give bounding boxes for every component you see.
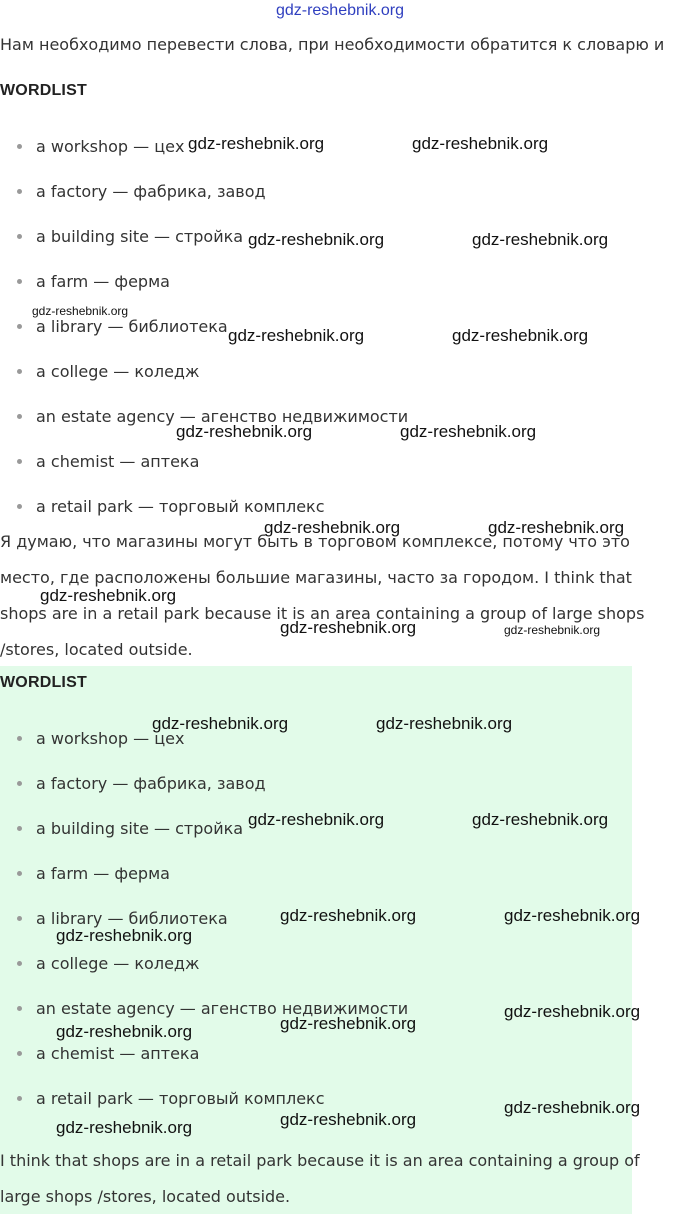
- watermark: gdz-reshebnik.org: [400, 422, 537, 441]
- watermark: gdz-reshebnik.org: [56, 926, 193, 945]
- list-item: a college — коледж: [0, 941, 408, 986]
- watermark: gdz-reshebnik.org: [504, 1098, 641, 1117]
- list-item: a building site — стройка: [0, 214, 408, 259]
- watermark: gdz-reshebnik.org: [280, 1110, 417, 1129]
- list-item: a chemist — аптека: [0, 1031, 408, 1076]
- watermark: gdz-reshebnik.org: [56, 1118, 193, 1137]
- wordlist-heading: WORDLIST: [0, 82, 87, 99]
- list-item: a chemist — аптека: [0, 439, 408, 484]
- list-item: a factory — фабрика, завод: [0, 169, 408, 214]
- list-item: a college — коледж: [0, 349, 408, 394]
- list-item: a workshop — цех: [0, 716, 408, 761]
- watermark: gdz-reshebnik.org: [376, 714, 513, 733]
- watermark: gdz-reshebnik.org: [228, 326, 365, 345]
- watermark: gdz-reshebnik.org: [412, 134, 549, 153]
- watermark: gdz-reshebnik.org: [280, 618, 417, 637]
- watermark: gdz-reshebnik.org: [472, 810, 609, 829]
- watermark: gdz-reshebnik.org: [504, 623, 601, 637]
- list-item: a workshop — цех: [0, 124, 408, 169]
- watermark: gdz-reshebnik.org: [472, 230, 609, 249]
- list-item: a retail park — торговый комплекс: [0, 484, 408, 529]
- list-item: a library — библиотека: [0, 896, 408, 941]
- watermark: gdz-reshebnik.org: [488, 518, 625, 537]
- watermark: gdz-reshebnik.org: [40, 586, 177, 605]
- intro-text: Нам необходимо перевести слова, при необходимости обратится к словарю и: [0, 35, 665, 54]
- list-item: a farm — ферма: [0, 259, 408, 304]
- list-item: a farm — ферма: [0, 851, 408, 896]
- watermark: gdz-reshebnik.org: [176, 422, 313, 441]
- list-item: an estate agency — агенство недвижимости: [0, 986, 408, 1031]
- watermark: gdz-reshebnik.org: [56, 1022, 193, 1041]
- watermark: gdz-reshebnik.org: [188, 134, 325, 153]
- list-item: a retail park — торговый комплекс: [0, 1076, 408, 1121]
- list-item: a building site — стройка: [0, 806, 408, 851]
- list-item: a library — библиотека: [0, 304, 408, 349]
- watermark: gdz-reshebnik.org: [280, 906, 417, 925]
- watermark: gdz-reshebnik.org: [248, 810, 385, 829]
- watermark: gdz-reshebnik.org: [504, 906, 641, 925]
- watermark: gdz-reshebnik.org: [32, 304, 129, 318]
- watermark: gdz-reshebnik.org: [264, 518, 401, 537]
- watermark: gdz-reshebnik.org: [452, 326, 589, 345]
- wordlist-heading: WORDLIST: [0, 674, 87, 691]
- answer-paragraph: I think that shops are in a retail park because it is an area containing a group of large shops /stores, located outside.: [0, 1151, 640, 1206]
- list-item: an estate agency — агенство недвижимости: [0, 394, 408, 439]
- watermark: gdz-reshebnik.org: [280, 1014, 417, 1033]
- watermark: gdz-reshebnik.org: [504, 1002, 641, 1021]
- answer-paragraph: Я думаю, что магазины могут быть в торговом комплексе, потому что это место, где расположены большие магазины, часто за городом. I think that shops are in a retail park because it is an area containing a group of large shops /stores, located outside.: [0, 532, 645, 659]
- watermark: gdz-reshebnik.org: [248, 230, 385, 249]
- watermark: gdz-reshebnik.org: [152, 714, 289, 733]
- site-header-watermark[interactable]: gdz-reshebnik.org: [275, 2, 405, 19]
- list-item: a factory — фабрика, завод: [0, 761, 408, 806]
